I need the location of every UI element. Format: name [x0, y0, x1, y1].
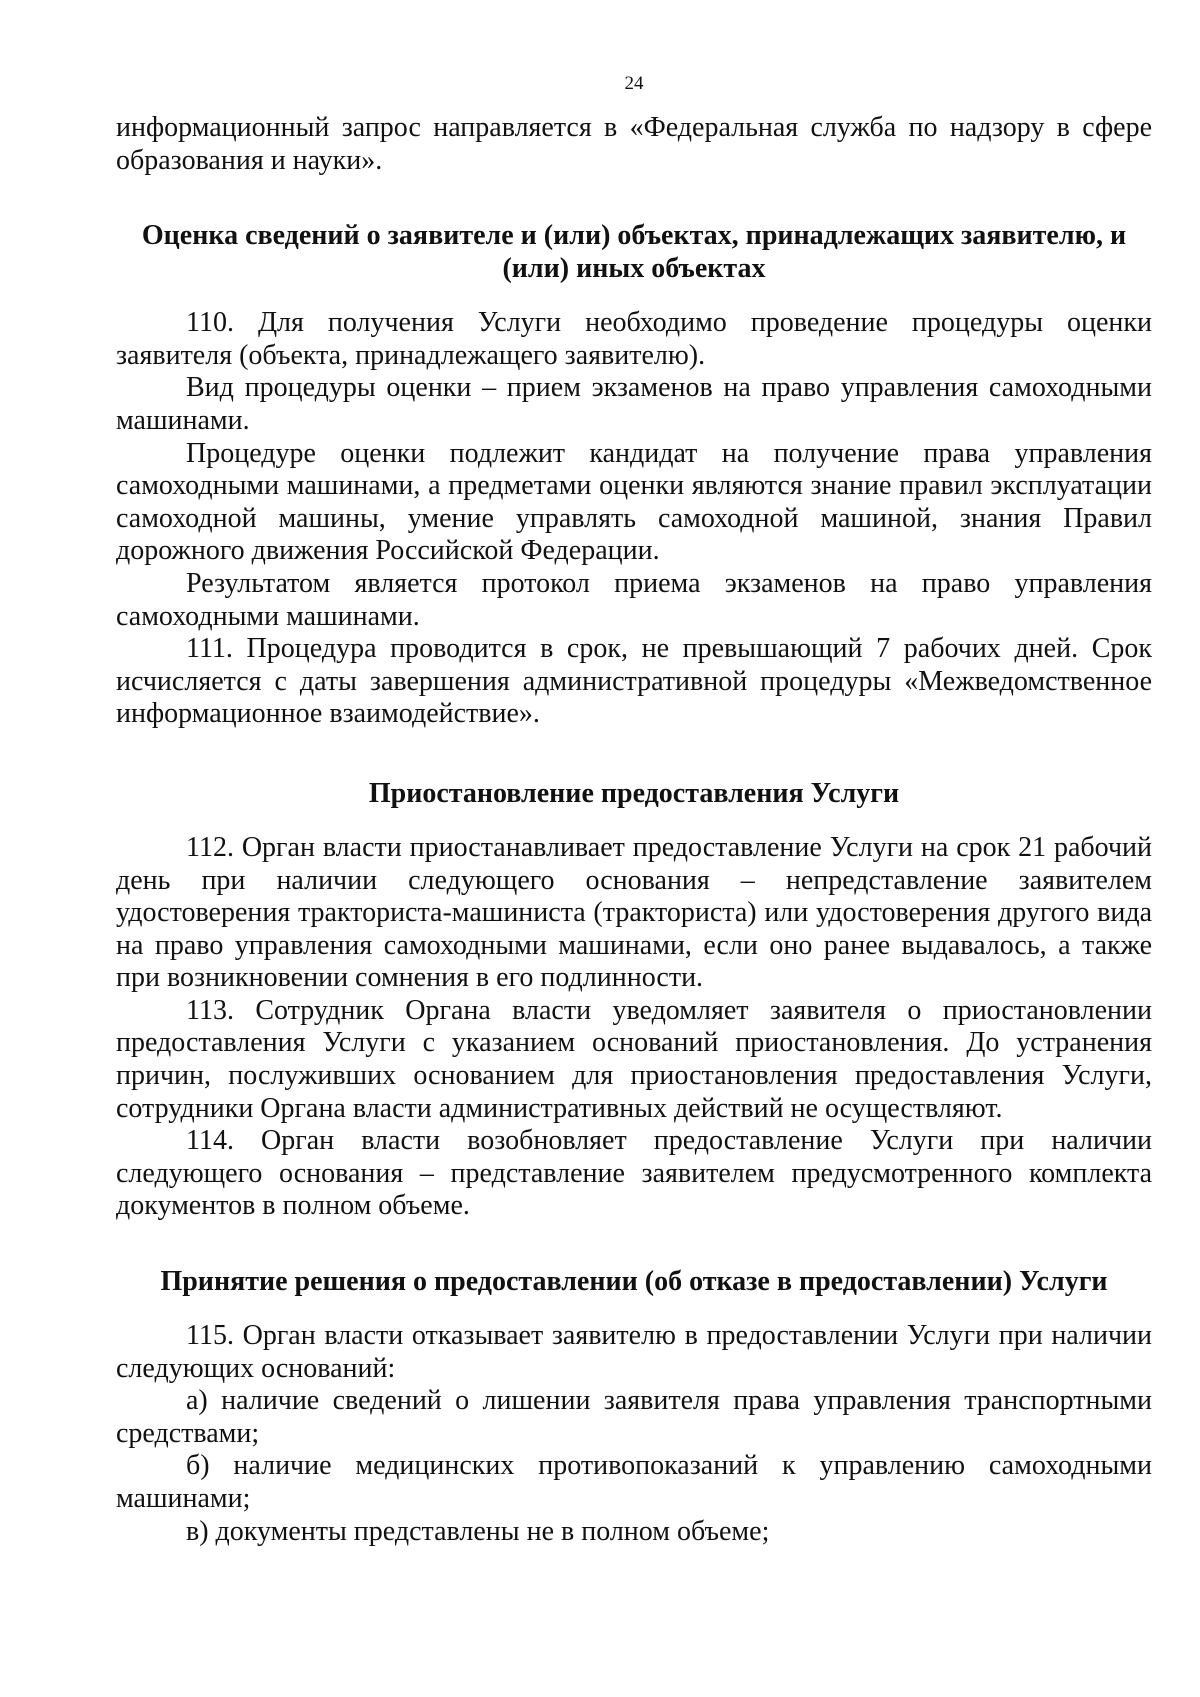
paragraph-113: 113. Сотрудник Органа власти уведомляет заявителя о приостановлении предоставления Услуги с указанием оснований приостановления. До устранения причин, послуживших основанием для приостановления предоставления Услуги, сотрудники Органа власти административных действий не осуществляют. [116, 994, 1152, 1124]
section-assessment-body [116, 307, 1152, 731]
paragraph-assessment-result: Результатом является протокол приема экзаменов на право управления самоходными машинами. [116, 567, 1152, 632]
paragraph-115: 115. Орган власти отказывает заявителю в предоставлении Услуги при наличии следующих оснований: [116, 1320, 1152, 1384]
intro-paragraph: информационный запрос направляется в «Федеральная служба по надзору в сфере образования и науки». [116, 112, 1152, 176]
paragraph-112: 112. Орган власти приостанавливает предоставление Услуги на срок 21 рабочий день при наличии следующего основания – непредставление заявителем удостоверения тракториста-машиниста (тракториста) или удостоверения другого вида на право управления самоходными машинами, если оно ранее выдавалось, а также при возникновении сомнения в его подлинности. [116, 831, 1152, 994]
list-item-v: в) документы представлены не в полном объеме; [186, 1515, 770, 1547]
document-page [116, 72, 1152, 1548]
list-item-a: а) наличие сведений о лишении заявителя права управления транспортными средствами; [116, 1385, 1152, 1449]
paragraph-assessment-subject: Процедуре оценки подлежит кандидат на получение права управления самоходными машинами, а предметами оценки являются знание правил эксплуатации самоходной машины, умение управлять самоходной машиной, знания Правил дорожного движения Российской Федерации. [116, 437, 1152, 567]
paragraph-114: 114. Орган власти возобновляет предоставление Услуги при наличии следующего основания – представление заявителем предусмотренного комплекта документов в полном объеме. [116, 1125, 1152, 1222]
paragraph-111: 111. Процедура проводится в срок, не превышающий 7 рабочих дней. Срок исчисляется с даты завершения административной процедуры «Межведомственное информационное взаимодействие». [116, 633, 1152, 730]
section-heading-suspension: Приостановление предоставления Услуги [368, 777, 900, 809]
section-decision-body [116, 1320, 1152, 1548]
section-heading-decision: Принятие решения о предоставлении (об отказе в предоставлении) Услуги [160, 1266, 1108, 1298]
paragraph-assessment-type: Вид процедуры оценки – прием экзаменов на право управления самоходными машинами. [116, 372, 1152, 436]
paragraph-110: 110. Для получения Услуги необходимо проведение процедуры оценки заявителя (объекта, принадлежащего заявителю). [116, 307, 1152, 371]
list-item-b: б) наличие медицинских противопоказаний к управлению самоходными машинами; [116, 1450, 1152, 1514]
section-heading-assessment: Оценка сведений о заявителе и (или) объектах, принадлежащих заявителю, и (или) иных объектах [141, 220, 1127, 285]
section-suspension-body [116, 832, 1152, 1223]
page-number: 24 [624, 73, 644, 94]
